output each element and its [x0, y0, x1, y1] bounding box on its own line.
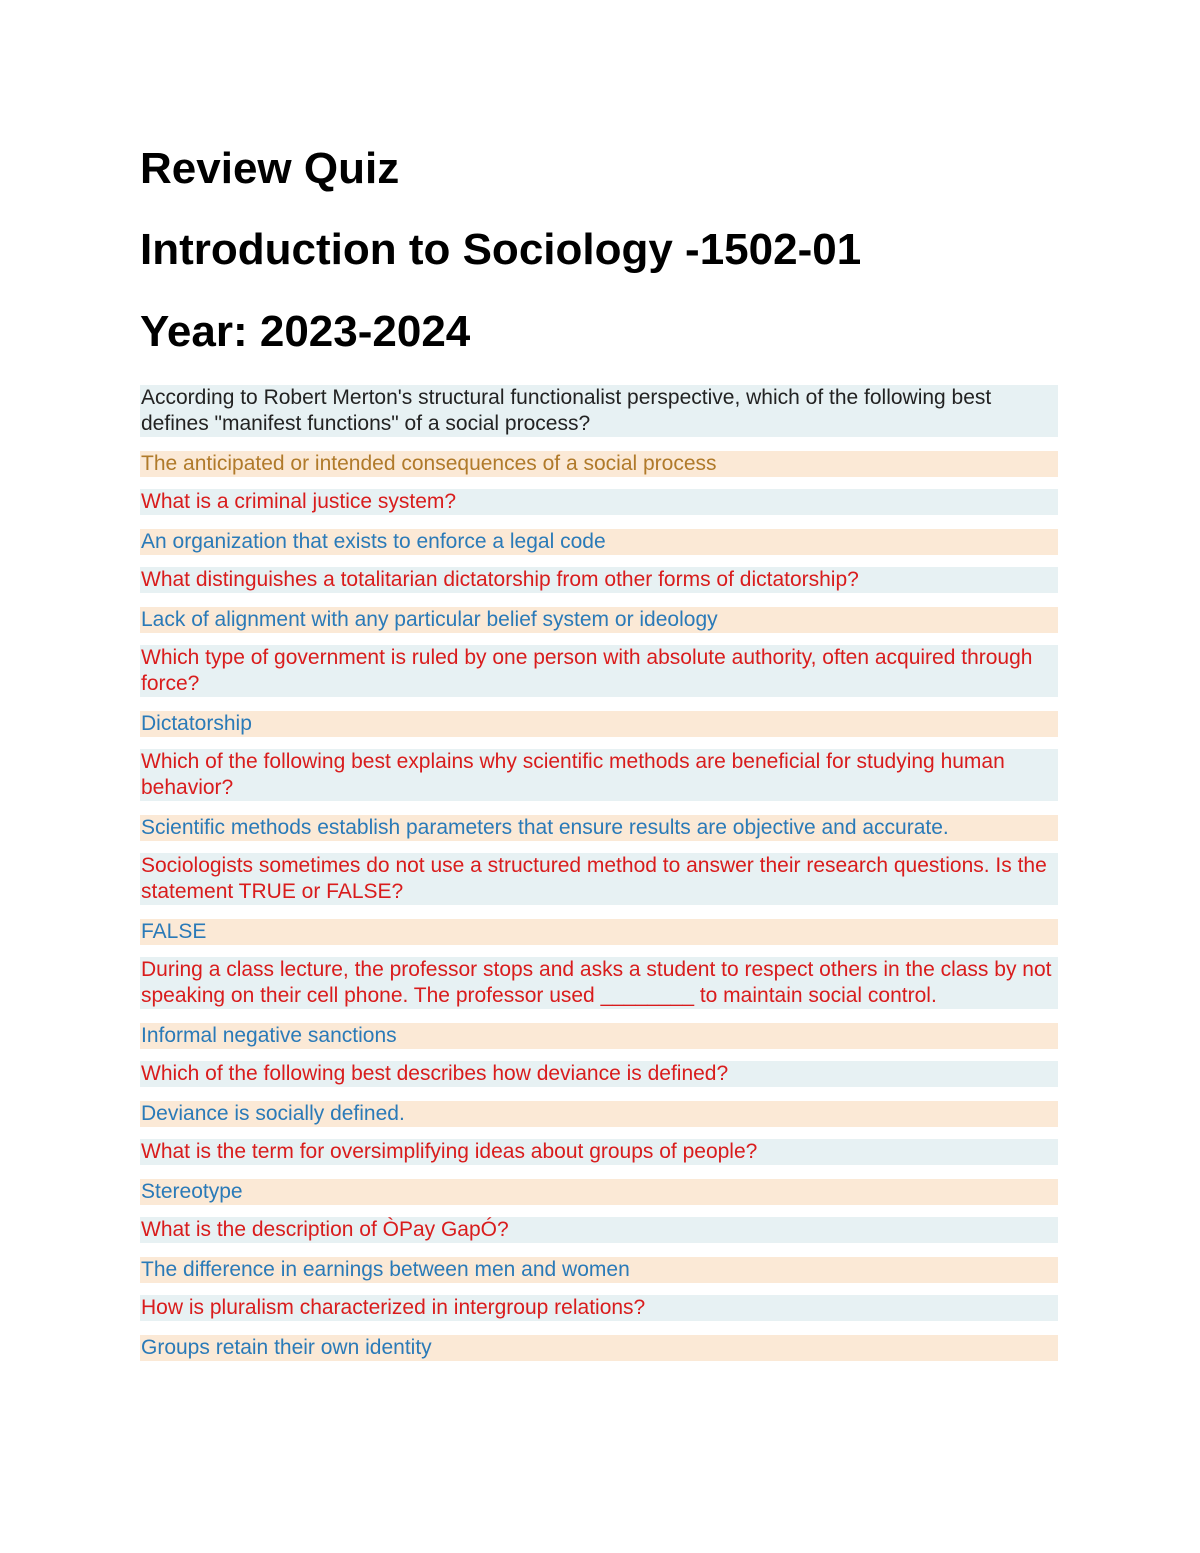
- answer-text: The difference in earnings between men and women: [140, 1257, 1058, 1283]
- question-text: During a class lecture, the professor stops and asks a student to respect others in the class by not speaking on their cell phone. The professor used ________ to maintain social control.: [141, 958, 1058, 1007]
- answer-text: FALSE: [140, 919, 1058, 945]
- answer-text: An organization that exists to enforce a legal code: [140, 529, 1058, 555]
- question-text: How is pluralism characterized in intergroup relations?: [140, 1295, 1058, 1321]
- academic-year: Year: 2023-2024: [140, 307, 471, 356]
- question-text: What distinguishes a totalitarian dictatorship from other forms of dictatorship?: [140, 567, 1058, 593]
- question-text: What is a criminal justice system?: [140, 489, 1058, 515]
- answer-text: Deviance is socially defined.: [140, 1101, 1058, 1127]
- answer-text: Informal negative sanctions: [140, 1023, 1058, 1049]
- question-text: Which of the following best explains why scientific methods are beneficial for studying human behavior?: [140, 749, 1058, 801]
- question-text: According to Robert Merton's structural functionalist perspective, which of the following best defines "manifest functions" of a social process?: [140, 385, 1058, 437]
- answer-text: Dictatorship: [140, 711, 1058, 737]
- question-text: What is the term for oversimplifying ideas about groups of people?: [140, 1139, 1058, 1165]
- question-text: Sociologists sometimes do not use a structured method to answer their research questions. Is the statement TRUE or FALSE?: [140, 853, 1058, 905]
- question-text: Which type of government is ruled by one person with absolute authority, often acquired through force?: [140, 645, 1058, 697]
- course-title: Introduction to Sociology -1502-01: [140, 225, 862, 274]
- answer-text: The anticipated or intended consequences of a social process: [140, 451, 1058, 477]
- question-text: What is the description of ÒPay GapÓ?: [140, 1217, 1058, 1243]
- answer-text: Scientific methods establish parameters that ensure results are objective and accurate.: [140, 815, 1058, 841]
- quiz-title: Review Quiz: [140, 144, 400, 193]
- answer-text: Stereotype: [140, 1179, 1058, 1205]
- question-answer-list: [140, 385, 1058, 1373]
- answer-text: Groups retain their own identity: [140, 1335, 1058, 1361]
- question-text: Which of the following best describes how deviance is defined?: [140, 1061, 1058, 1087]
- answer-text: Lack of alignment with any particular belief system or ideology: [140, 607, 1058, 633]
